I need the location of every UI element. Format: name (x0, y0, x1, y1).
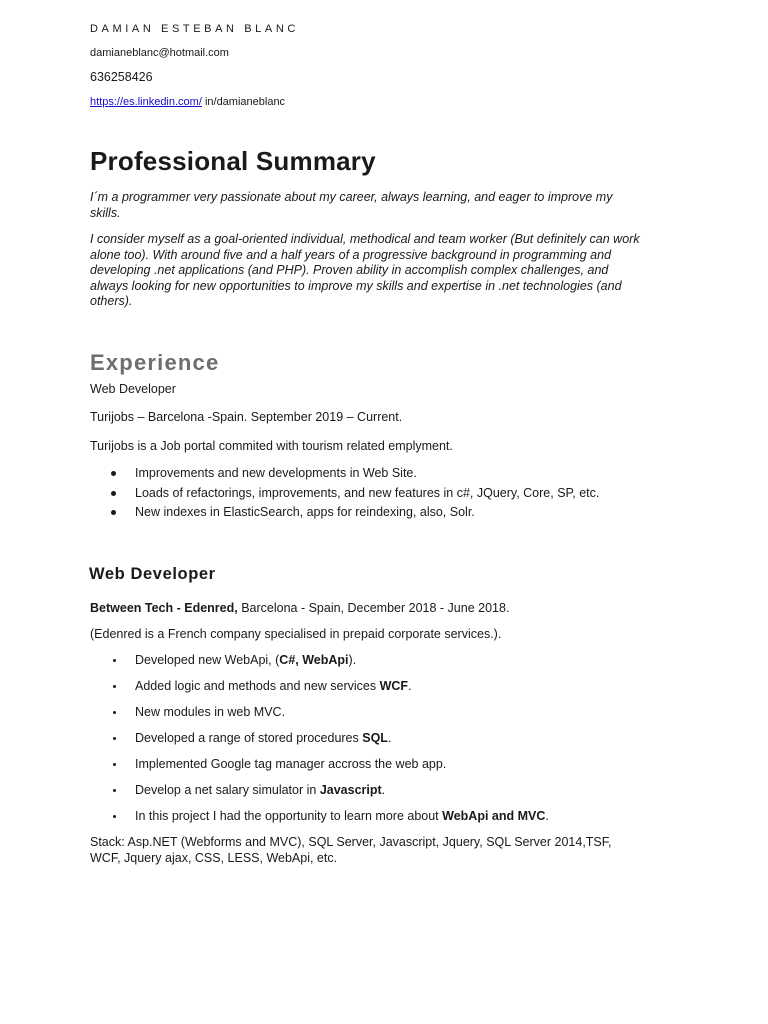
summary-p2-line-2: alone too). With around five and a half years of a progressive background in programming and (90, 247, 612, 262)
candidate-name: DAMIAN ESTEBAN BLANC (90, 23, 299, 35)
bullet-icon (113, 789, 116, 792)
list-item (90, 466, 599, 486)
job1-description: Turijobs is a Job portal commited with tourism related emplyment. (90, 439, 453, 453)
linkedin-link[interactable]: https://es.linkedin.com/ (90, 96, 202, 108)
job1-role: Web Developer (90, 382, 176, 396)
job2-bullet-4-pre: Developed a range of stored procedures (135, 731, 363, 745)
job2-description: (Edenred is a French company specialised in prepaid corporate services.). (90, 627, 502, 641)
job2-company-line (90, 601, 509, 615)
job2-bullet-7-pre: In this project I had the opportunity to learn more about (135, 809, 443, 823)
bullet-icon (111, 510, 116, 515)
phone-number: 636258426 (90, 70, 153, 84)
list-item (90, 653, 549, 679)
experience-heading: Experience (90, 350, 220, 375)
summary-paragraph-2 (90, 232, 682, 310)
summary-p2-line-4: always looking for new opportunities to improve my skills and expertise in .net technologies (and (90, 278, 622, 293)
job2-bullet-4-bold: SQL (362, 731, 388, 745)
job2-stack-line-1: Stack: Asp.NET (Webforms and MVC), SQL Server, Javascript, Jquery, SQL Server 2014,TSF, (90, 835, 612, 849)
list-item (90, 679, 549, 705)
bullet-icon (111, 491, 116, 496)
bullet-icon (113, 737, 116, 740)
list-item (90, 757, 549, 783)
bullet-icon (113, 763, 116, 766)
bullet-icon (113, 711, 116, 714)
summary-p2-line-5: others). (90, 294, 133, 309)
job1-bullet-list (90, 466, 599, 525)
job2-bullet-2-bold: WCF (379, 679, 409, 693)
job2-bullet-4-post: . (387, 731, 392, 745)
summary-p2-line-3: developing .net applications (and PHP). Proven ability in accomplish complex challenges, and (90, 263, 609, 278)
bullet-icon (113, 685, 116, 688)
job2-bullet-6-bold: Javascript (319, 783, 382, 797)
job1-bullet-text: New indexes in ElasticSearch, apps for reindexing, also, Solr. (135, 505, 475, 519)
linkedin-line (90, 96, 285, 108)
job2-bullet-6-post: . (381, 783, 386, 797)
job2-company-details: Barcelona - Spain, December 2018 - June 2018. (237, 601, 510, 615)
job2-bullet-5: Implemented Google tag manager accross the web app. (135, 757, 447, 771)
job2-bullet-1-bold: C#, WebApi (279, 653, 349, 667)
job2-bullet-list (90, 653, 549, 835)
professional-summary-heading: Professional Summary (90, 146, 376, 176)
list-item (90, 505, 599, 525)
list-item (90, 731, 549, 757)
job2-role-heading: Web Developer (89, 565, 216, 583)
bullet-icon (111, 471, 116, 476)
job1-company-line: Turijobs – Barcelona -Spain. September 2019 – Current. (90, 410, 403, 424)
job2-company-name: Between Tech - Edenred, (90, 601, 238, 615)
job1-bullet-text: Improvements and new developments in Web Site. (135, 466, 417, 480)
email-address: damianeblanc@hotmail.com (90, 47, 229, 59)
job2-bullet-3: New modules in web MVC. (135, 705, 286, 719)
job1-bullet-text: Loads of refactorings, improvements, and new features in c#, JQuery, Core, SP, etc. (135, 485, 600, 500)
job2-stack-line-2: WCF, Jquery ajax, CSS, LESS, WebApi, etc. (90, 850, 338, 865)
job2-bullet-6-pre: Develop a net salary simulator in (135, 783, 320, 797)
job2-bullet-2-pre: Added logic and methods and new services (135, 679, 380, 693)
list-item (90, 809, 549, 835)
job2-bullet-7-post: . (545, 809, 549, 823)
summary-p1-line-1: I´m a programmer very passionate about my career, always learning, and eager to improve my (90, 190, 613, 204)
summary-p2-line-1: I consider myself as a goal-oriented individual, methodical and team worker (But definitely can work (90, 232, 640, 246)
bullet-icon (113, 659, 116, 662)
bullet-icon (113, 815, 116, 818)
job2-bullet-1-pre: Developed new WebApi, ( (135, 653, 280, 667)
summary-p1-line-2: skills. (90, 205, 121, 220)
linkedin-handle: in/damianeblanc (201, 96, 286, 108)
summary-paragraph-1 (90, 190, 682, 221)
job2-bullet-1-post: ). (348, 653, 357, 667)
list-item (90, 486, 599, 506)
list-item (90, 783, 549, 809)
job2-bullet-7-bold: WebApi and MVC (442, 809, 546, 823)
job2-stack (90, 835, 670, 866)
job2-bullet-2-post: . (408, 679, 412, 693)
list-item (90, 705, 549, 731)
